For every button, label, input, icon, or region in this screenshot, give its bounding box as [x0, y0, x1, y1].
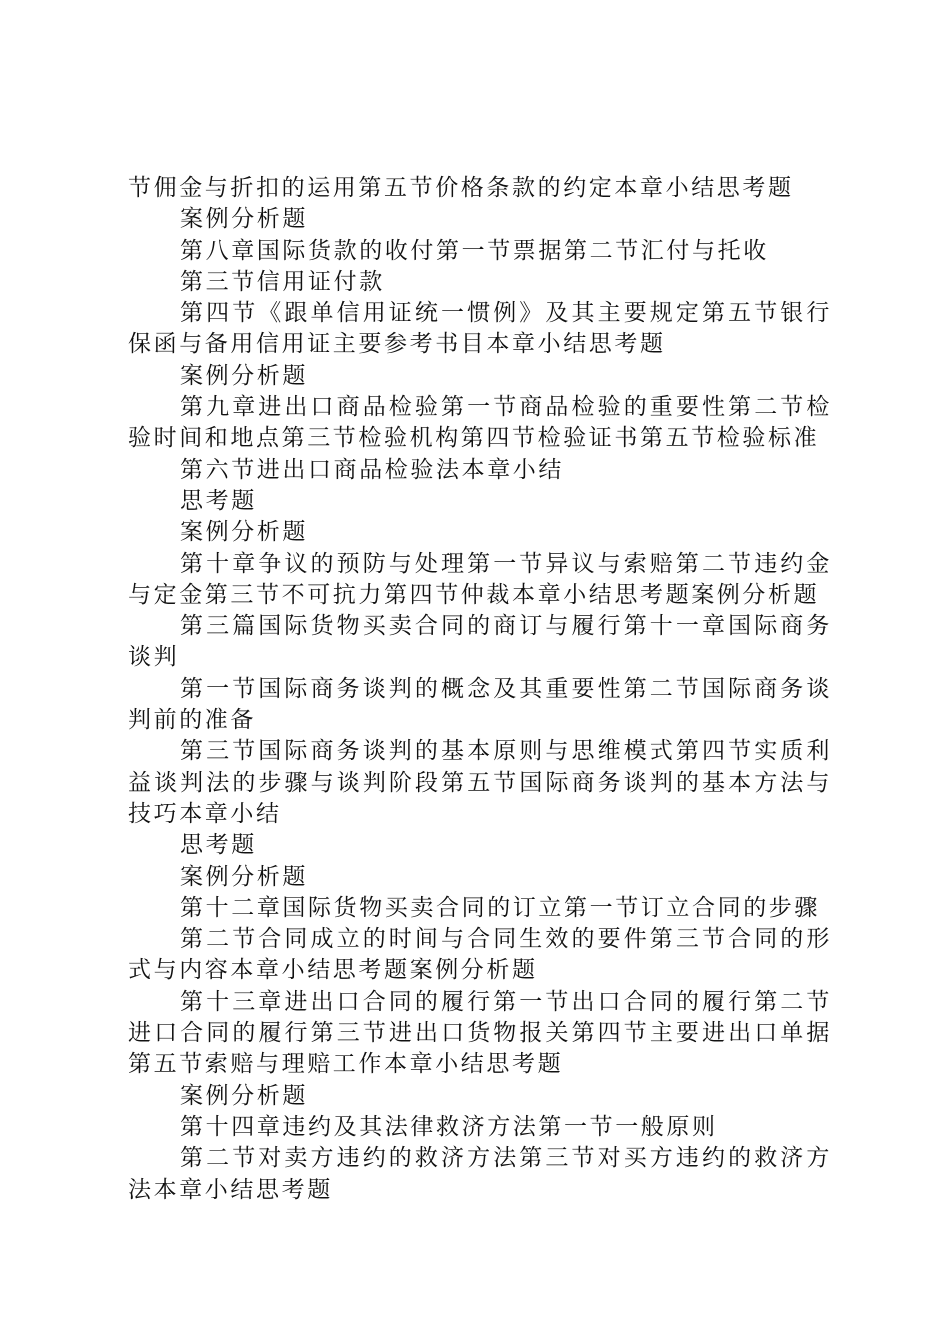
paragraph: 节佣金与折扣的运用第五节价格条款的约定本章小结思考题	[128, 175, 794, 201]
paragraph: 第二节对卖方违约的救济方法第三节对买方违约的救济方法本章小结思考题	[128, 1145, 832, 1203]
paragraph: 第三节国际商务谈判的基本原则与思维模式第四节实质利益谈判法的步骤与谈判阶段第五节国际商务谈判的基本方法与技巧本章小结	[128, 738, 832, 827]
paragraph: 第十四章违约及其法律救济方法第一节一般原则	[180, 1113, 718, 1140]
paragraph: 思考题	[180, 487, 257, 514]
paragraph: 案例分析题	[180, 1082, 308, 1109]
paragraph: 第十三章进出口合同的履行第一节出口合同的履行第二节进口合同的履行第三节进出口货物报关第四节主要进出口单据第五节索赔与理赔工作本章小结思考题	[128, 988, 832, 1078]
paragraph: 思考题	[180, 832, 257, 859]
paragraph: 第四节《跟单信用证统一惯例》及其主要规定第五节银行保函与备用信用证主要参考书目本章小结思考题	[128, 300, 832, 358]
paragraph: 案例分析题	[180, 362, 308, 389]
paragraph: 第二节合同成立的时间与合同生效的要件第三节合同的形式与内容本章小结思考题案例分析题	[128, 926, 832, 984]
paragraph: 第三篇国际货物买卖合同的商订与履行第十一章国际商务谈判	[128, 613, 832, 671]
paragraph: 第三节信用证付款	[180, 268, 385, 295]
paragraph: 第八章国际货款的收付第一节票据第二节汇付与托收	[180, 237, 769, 264]
document-body	[128, 173, 832, 1206]
paragraph: 第六节进出口商品检验法本章小结	[180, 456, 564, 483]
paragraph: 第十章争议的预防与处理第一节异议与索赔第二节违约金与定金第三节不可抗力第四节仲裁本章小结思考题案例分析题	[128, 550, 832, 608]
paragraph: 案例分析题	[180, 863, 308, 890]
paragraph: 案例分析题	[180, 206, 308, 233]
paragraph: 案例分析题	[180, 519, 308, 546]
paragraph: 第九章进出口商品检验第一节商品检验的重要性第二节检验时间和地点第三节检验机构第四节检验证书第五节检验标准	[128, 394, 832, 452]
paragraph: 第一节国际商务谈判的概念及其重要性第二节国际商务谈判前的准备	[128, 675, 832, 734]
paragraph: 第十二章国际货物买卖合同的订立第一节订立合同的步骤	[180, 894, 820, 921]
